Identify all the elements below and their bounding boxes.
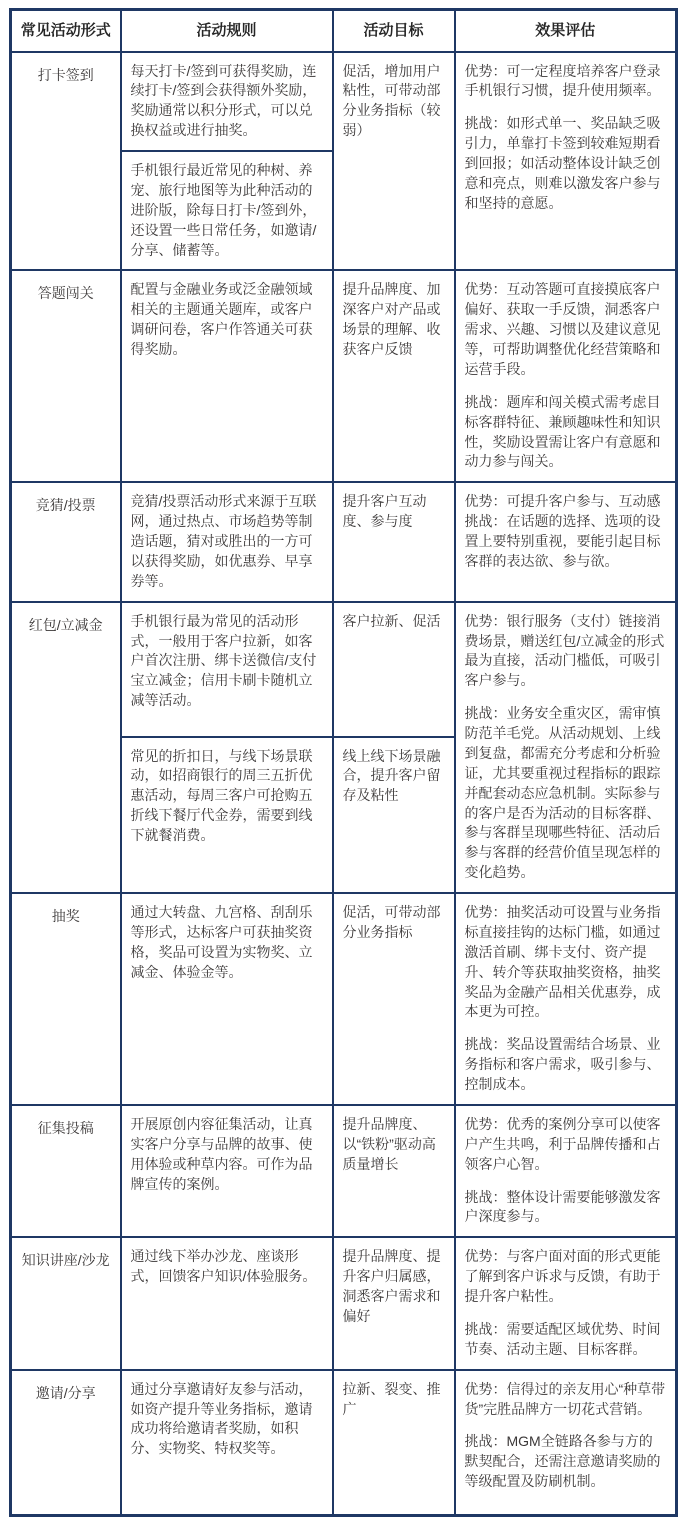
rules-text: 手机银行最为常见的活动形式，一般用于客户拉新，如客户首次注册、绑卡送微信/支付宝立减金；信用卡刷卡随机立减等活动。 (130, 612, 317, 709)
eval-advantage: 优势：与客户面对面的形式更能了解到客户诉求与反馈，有助于提升客户粘性。 (464, 1248, 661, 1304)
goals-text: 拉新、裂变、推广 (342, 1380, 441, 1417)
rules-text: 常见的折扣日，与线下场景联动，如招商银行的周三五折优惠活动，每周三客户可抢购五折线下餐厅代金券，需要到线下就餐消费。 (130, 747, 313, 844)
cell-activity-goals (333, 270, 455, 482)
header-activity-rules: 活动规则 (121, 10, 333, 52)
cell-activity-form: 抽奖 (11, 893, 121, 1105)
eval-challenge: 挑战：题库和闯关模式需考虑目标客群特征、兼顾趣味性和知识性，奖励设置需让客户有意愿和动力参与闯关。 (464, 393, 661, 470)
header-activity-goals: 活动目标 (333, 10, 455, 52)
cell-activity-form: 知识讲座/沙龙 (11, 1237, 121, 1369)
goals-text: 提升客户互动度、参与度 (342, 493, 427, 530)
table-row (11, 1370, 677, 1516)
cell-activity-form: 红包/立减金 (11, 602, 121, 893)
cell-activity-form: 邀请/分享 (11, 1370, 121, 1516)
eval-advantage: 优势：互动答题可直接摸底客户偏好、获取一手反馈，洞悉客户需求、兴趣、习惯以及建议意见等，可帮助调整优化经营策略和运营手段。 (464, 281, 661, 377)
goals-text: 提升品牌度、以“铁粉”驱动高质量增长 (342, 1115, 436, 1172)
cell-activity-rules (121, 893, 333, 1105)
goals-text: 线上线下场景融合，提升客户留存及粘性 (342, 747, 441, 804)
cell-effect-eval (455, 893, 677, 1105)
eval-challenge: 挑战：如形式单一、奖品缺乏吸引力，单靠打卡签到较难短期看到回报；如活动整体设计缺乏创意和亮点，则难以激发客户参与和坚持的意愿。 (464, 115, 661, 211)
cell-activity-rules (121, 1370, 333, 1516)
table-row (11, 1105, 677, 1237)
goals-text: 提升品牌度、加深客户对产品或场景的理解、收获客户反馈 (342, 281, 441, 357)
eval-challenge: 挑战：需要适配区域优势、时间节奏、活动主题、目标客群。 (464, 1320, 661, 1357)
rules-text: 每天打卡/签到可获得奖励，连续打卡/签到会获得额外奖励，奖励通常以积分形式，可以兑换权益或进行抽奖。 (130, 62, 317, 139)
cell-activity-rules (121, 602, 333, 737)
header-effect-eval: 效果评估 (455, 10, 677, 52)
cell-activity-rules (121, 1105, 333, 1237)
header-row (11, 10, 677, 52)
cell-effect-eval (455, 482, 677, 601)
table-row (11, 602, 677, 737)
eval-challenge: 挑战：整体设计需要能够激发客户深度参与。 (464, 1188, 661, 1225)
cell-effect-eval (455, 1370, 677, 1516)
cell-activity-goals (333, 1237, 455, 1369)
rules-text: 通过分享邀请好友参与活动，如资产提升等业务指标，邀请成功将给邀请者奖励，如积分、实物奖、特权奖等。 (130, 1380, 313, 1457)
cell-activity-form: 征集投稿 (11, 1105, 121, 1237)
rules-text: 通过线下举办沙龙、座谈形式，回馈客户知识/体验服务。 (130, 1248, 317, 1285)
cell-activity-rules (121, 270, 333, 482)
cell-effect-eval (455, 1237, 677, 1369)
eval-challenge: 挑战：业务安全重灾区，需审慎防范羊毛党。从活动规划、上线到复盘，都需充分考虑和分析验证，尤其要重视过程指标的跟踪并配套动态应急机制。实际参与的客户是否为活动的目标客群、参与客群呈现哪些特征、活动后参与客群的经营价值呈现怎样的变化趋势。 (464, 705, 661, 881)
cell-effect-eval (455, 1105, 677, 1237)
eval-advantage: 优势：信得过的亲友用心“种草带货”完胜品牌方一切花式营销。 (464, 1380, 666, 1417)
table-row (11, 1237, 677, 1369)
table-row (11, 893, 677, 1105)
cell-activity-goals (333, 602, 455, 737)
header-activity-form: 常见活动形式 (11, 10, 121, 52)
rules-text: 配置与金融业务或泛金融领域相关的主题通关题库，或客户调研问卷，客户作答通关可获得奖励。 (130, 281, 313, 357)
cell-activity-goals (333, 1370, 455, 1516)
goals-text: 提升品牌度、提升客户归属感，洞悉客户需求和偏好 (342, 1248, 441, 1324)
cell-activity-form: 竞猜/投票 (11, 482, 121, 601)
cell-activity-rules (121, 151, 333, 270)
cell-activity-goals (333, 482, 455, 601)
eval-advantage: 优势：抽奖活动可设置与业务指标直接挂钩的达标门槛，如通过激活首刷、绑卡支付、资产提升、转介等获取抽奖资格，抽奖奖品为金融产品相关优惠券，成本更为可控。 (464, 904, 661, 1020)
table-row (11, 270, 677, 482)
eval-advantage: 优势：优秀的案例分享可以使客户产生共鸣，利于品牌传播和占领客户心智。 (464, 1115, 661, 1172)
cell-activity-form: 打卡签到 (11, 52, 121, 271)
cell-effect-eval (455, 52, 677, 271)
cell-activity-rules (121, 482, 333, 601)
rules-text: 手机银行最近常见的种树、养宠、旅行地图等为此种活动的进阶版，除每日打卡/签到外，还设置一些日常任务，如邀请/分享、储蓄等。 (130, 162, 317, 258)
eval-advantage: 优势：可一定程度培养客户登录手机银行习惯，提升使用频率。 (464, 62, 661, 99)
eval-challenge: 挑战：MGM全链路各参与方的默契配合，还需注意邀请奖励的等级配置及防刷机制。 (464, 1433, 661, 1490)
goals-text: 客户拉新、促活 (342, 612, 441, 629)
eval-advantage: 优势：银行服务（支付）链接消费场景，赠送红包/立减金的形式最为直接，活动门槛低，可吸引客户参与。 (464, 612, 665, 689)
goals-text: 促活，可带动部分业务指标 (342, 904, 441, 940)
cell-activity-rules (121, 1237, 333, 1369)
cell-activity-goals (333, 52, 455, 271)
cell-effect-eval (455, 270, 677, 482)
eval-challenge: 挑战：奖品设置需结合场景、业务指标和客户需求，吸引参与、控制成本。 (464, 1036, 661, 1092)
rules-text: 开展原创内容征集活动，让真实客户分享与品牌的故事、使用体验或种草内容。可作为品牌宣传的案例。 (130, 1115, 313, 1192)
activity-table (9, 8, 678, 1517)
cell-activity-rules (121, 737, 333, 893)
table-row (11, 482, 677, 601)
eval-challenge: 挑战：在话题的选择、选项的设置上要特别重视，要能引起目标客群的表达欲、参与欲。 (464, 513, 661, 569)
table-row (11, 52, 677, 152)
cell-activity-rules (121, 52, 333, 152)
cell-activity-form: 答题闯关 (11, 270, 121, 482)
goals-text: 促活，增加用户粘性，可带动部分业务指标（较弱） (342, 62, 441, 139)
eval-advantage: 优势：可提升客户参与、互动感 (464, 493, 661, 510)
cell-activity-goals (333, 737, 455, 893)
rules-text: 竞猜/投票活动形式来源于互联网，通过热点、市场趋势等制造话题，猜对或胜出的一方可以获得奖励，如优惠券、早享券等。 (130, 493, 317, 589)
cell-activity-goals (333, 893, 455, 1105)
cell-activity-goals (333, 1105, 455, 1237)
cell-effect-eval (455, 602, 677, 893)
rules-text: 通过大转盘、九宫格、刮刮乐等形式，达标客户可获抽奖资格，奖品可设置为实物奖、立减金、体验金等。 (130, 904, 313, 980)
